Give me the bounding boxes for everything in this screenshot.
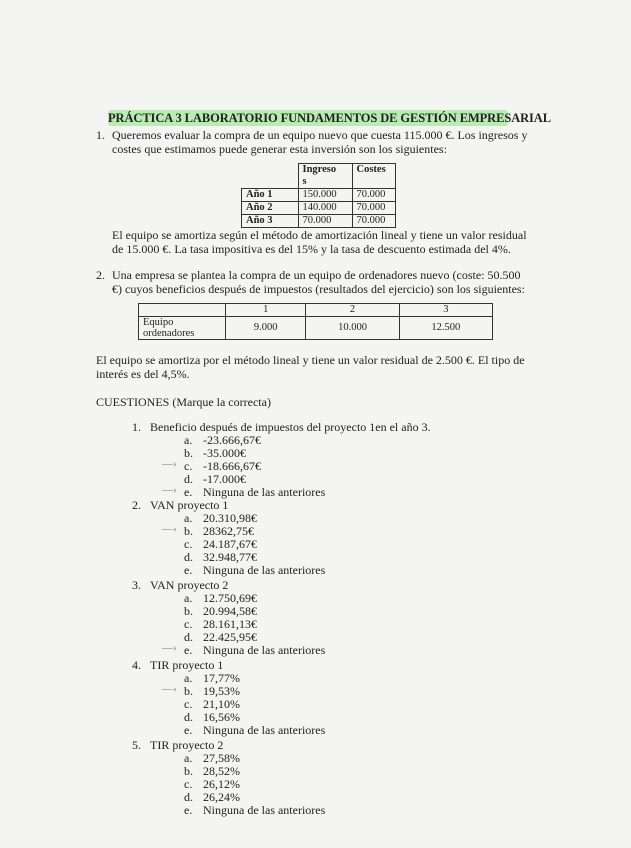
page-title: PRÁCTICA 3 LABORATORIO FUNDAMENTOS DE GESTIÓN EMPRESARIAL [108, 111, 551, 125]
row-label [139, 317, 226, 340]
cell-costes: 70.000 [352, 202, 395, 215]
option-letter: d. [184, 630, 193, 644]
option-value: -17.000€ [203, 472, 246, 486]
option-letter: a. [184, 591, 193, 605]
problem-1-line-2: costes que estimamos puede generar esta inversión son los siguientes: [112, 142, 447, 156]
header-ingresos-line-2: s [302, 176, 307, 187]
cell-costes: 70.000 [352, 215, 395, 228]
row-label-line-2: ordenadores [143, 328, 195, 339]
handwritten-arrow-mark: —› [162, 458, 177, 470]
cell-value: 9.000 [226, 317, 306, 340]
problem-1-after-2: de 15.000 €. La tasa impositiva es del 15% y la tasa de descuento estimada del 4%. [112, 242, 511, 256]
option-letter: c. [184, 537, 193, 551]
row-label: Año 2 [242, 202, 299, 215]
question-text: VAN proyecto 2 [150, 578, 229, 592]
option-letter: a. [184, 433, 193, 447]
option-value: 12.750,69€ [203, 591, 257, 605]
problem-2-number: 2. [96, 268, 105, 282]
option-value: 26,12% [203, 777, 240, 791]
table-corner [242, 164, 299, 189]
handwritten-arrow-mark: —› [162, 523, 177, 535]
option-letter: b. [184, 524, 193, 538]
option-letter: a. [184, 751, 193, 765]
option-letter: e. [184, 803, 193, 817]
table-row [139, 317, 493, 340]
handwritten-arrow-mark: —› [162, 642, 177, 654]
cell-ingresos: 150.000 [298, 189, 352, 202]
question-number: 5. [132, 738, 141, 752]
option-value: Ninguna de las anteriores [203, 723, 326, 737]
problem-2-after-2: interés es del 4,5%. [96, 367, 190, 381]
row-label-line-1: Equipo [143, 317, 174, 328]
option-value: 24.187,67€ [203, 537, 257, 551]
handwritten-arrow-mark: —› [162, 683, 177, 695]
cuestiones-title: CUESTIONES (Marque la correcta) [96, 395, 271, 409]
header-ingresos [298, 164, 352, 189]
table-corner [139, 304, 226, 317]
option-letter: d. [184, 472, 193, 486]
option-letter: d. [184, 550, 193, 564]
header-ingresos-line-1: Ingreso [302, 164, 337, 175]
option-value: 20.994,58€ [203, 604, 257, 618]
question-text: TIR proyecto 1 [150, 658, 224, 672]
option-letter: c. [184, 777, 193, 791]
option-letter: d. [184, 790, 193, 804]
option-value: -23.666,67€ [203, 433, 261, 447]
option-value: 17,77% [203, 671, 240, 685]
cell-ingresos: 140.000 [298, 202, 352, 215]
question-number: 1. [132, 420, 141, 434]
problem-2-table [138, 303, 493, 340]
question-text: Beneficio después de impuestos del proyecto 1en el año 3. [150, 420, 431, 434]
header-year-1: 1 [226, 304, 306, 317]
option-value: 16,56% [203, 710, 240, 724]
header-year-2: 2 [306, 304, 399, 317]
option-letter: c. [184, 697, 193, 711]
option-letter: b. [184, 446, 193, 460]
option-letter: b. [184, 684, 193, 698]
handwritten-arrow-mark: —› [162, 484, 177, 496]
option-value: 27,58% [203, 751, 240, 765]
row-label: Año 3 [242, 215, 299, 228]
table-row [242, 215, 396, 228]
option-value: Ninguna de las anteriores [203, 643, 326, 657]
problem-2-line-1: Una empresa se plantea la compra de un equipo de ordenadores nuevo (coste: 50.500 [112, 268, 521, 282]
cell-value: 10.000 [306, 317, 399, 340]
option-letter: b. [184, 604, 193, 618]
option-letter: a. [184, 511, 193, 525]
question-text: VAN proyecto 1 [150, 498, 229, 512]
question-number: 2. [132, 498, 141, 512]
problem-1-table [241, 163, 396, 228]
option-letter: e. [184, 643, 193, 657]
option-letter: a. [184, 671, 193, 685]
problem-1-line-1: Queremos evaluar la compra de un equipo nuevo que cuesta 115.000 €. Los ingresos y [112, 128, 528, 142]
question-text: TIR proyecto 2 [150, 738, 224, 752]
option-value: Ninguna de las anteriores [203, 803, 326, 817]
option-value: Ninguna de las anteriores [203, 485, 326, 499]
option-value: Ninguna de las anteriores [203, 563, 326, 577]
question-number: 3. [132, 578, 141, 592]
option-value: -18.666,67€ [203, 459, 261, 473]
option-value: 21,10% [203, 697, 240, 711]
cell-value: 12.500 [399, 317, 492, 340]
option-value: -35.000€ [203, 446, 246, 460]
option-value: 22.425,95€ [203, 630, 257, 644]
table-row [242, 189, 396, 202]
table-row [242, 202, 396, 215]
problem-2-after-1: El equipo se amortiza por el método lineal y tiene un valor residual de 2.500 €. El tipo de [96, 353, 525, 367]
problem-1-after-1: El equipo se amortiza según el método de amortización lineal y tiene un valor residual [112, 228, 527, 242]
option-value: 20.310,98€ [203, 511, 257, 525]
problem-2-line-2: €) cuyos beneficios después de impuestos (resultados del ejercicio) son los siguientes: [112, 282, 525, 296]
header-year-3: 3 [399, 304, 492, 317]
option-letter: c. [184, 617, 193, 631]
option-value: 26,24% [203, 790, 240, 804]
option-letter: e. [184, 485, 193, 499]
problem-1-number: 1. [96, 128, 105, 142]
option-value: 28.161,13€ [203, 617, 257, 631]
cell-costes: 70.000 [352, 189, 395, 202]
option-letter: e. [184, 563, 193, 577]
option-value: 28362,75€ [203, 524, 254, 538]
option-value: 19,53% [203, 684, 240, 698]
option-letter: e. [184, 723, 193, 737]
option-value: 28,52% [203, 764, 240, 778]
question-number: 4. [132, 658, 141, 672]
row-label: Año 1 [242, 189, 299, 202]
option-letter: b. [184, 764, 193, 778]
option-letter: d. [184, 710, 193, 724]
cell-ingresos: 70.000 [298, 215, 352, 228]
option-value: 32.948,77€ [203, 550, 257, 564]
option-letter: c. [184, 459, 193, 473]
header-costes: Costes [352, 164, 395, 189]
